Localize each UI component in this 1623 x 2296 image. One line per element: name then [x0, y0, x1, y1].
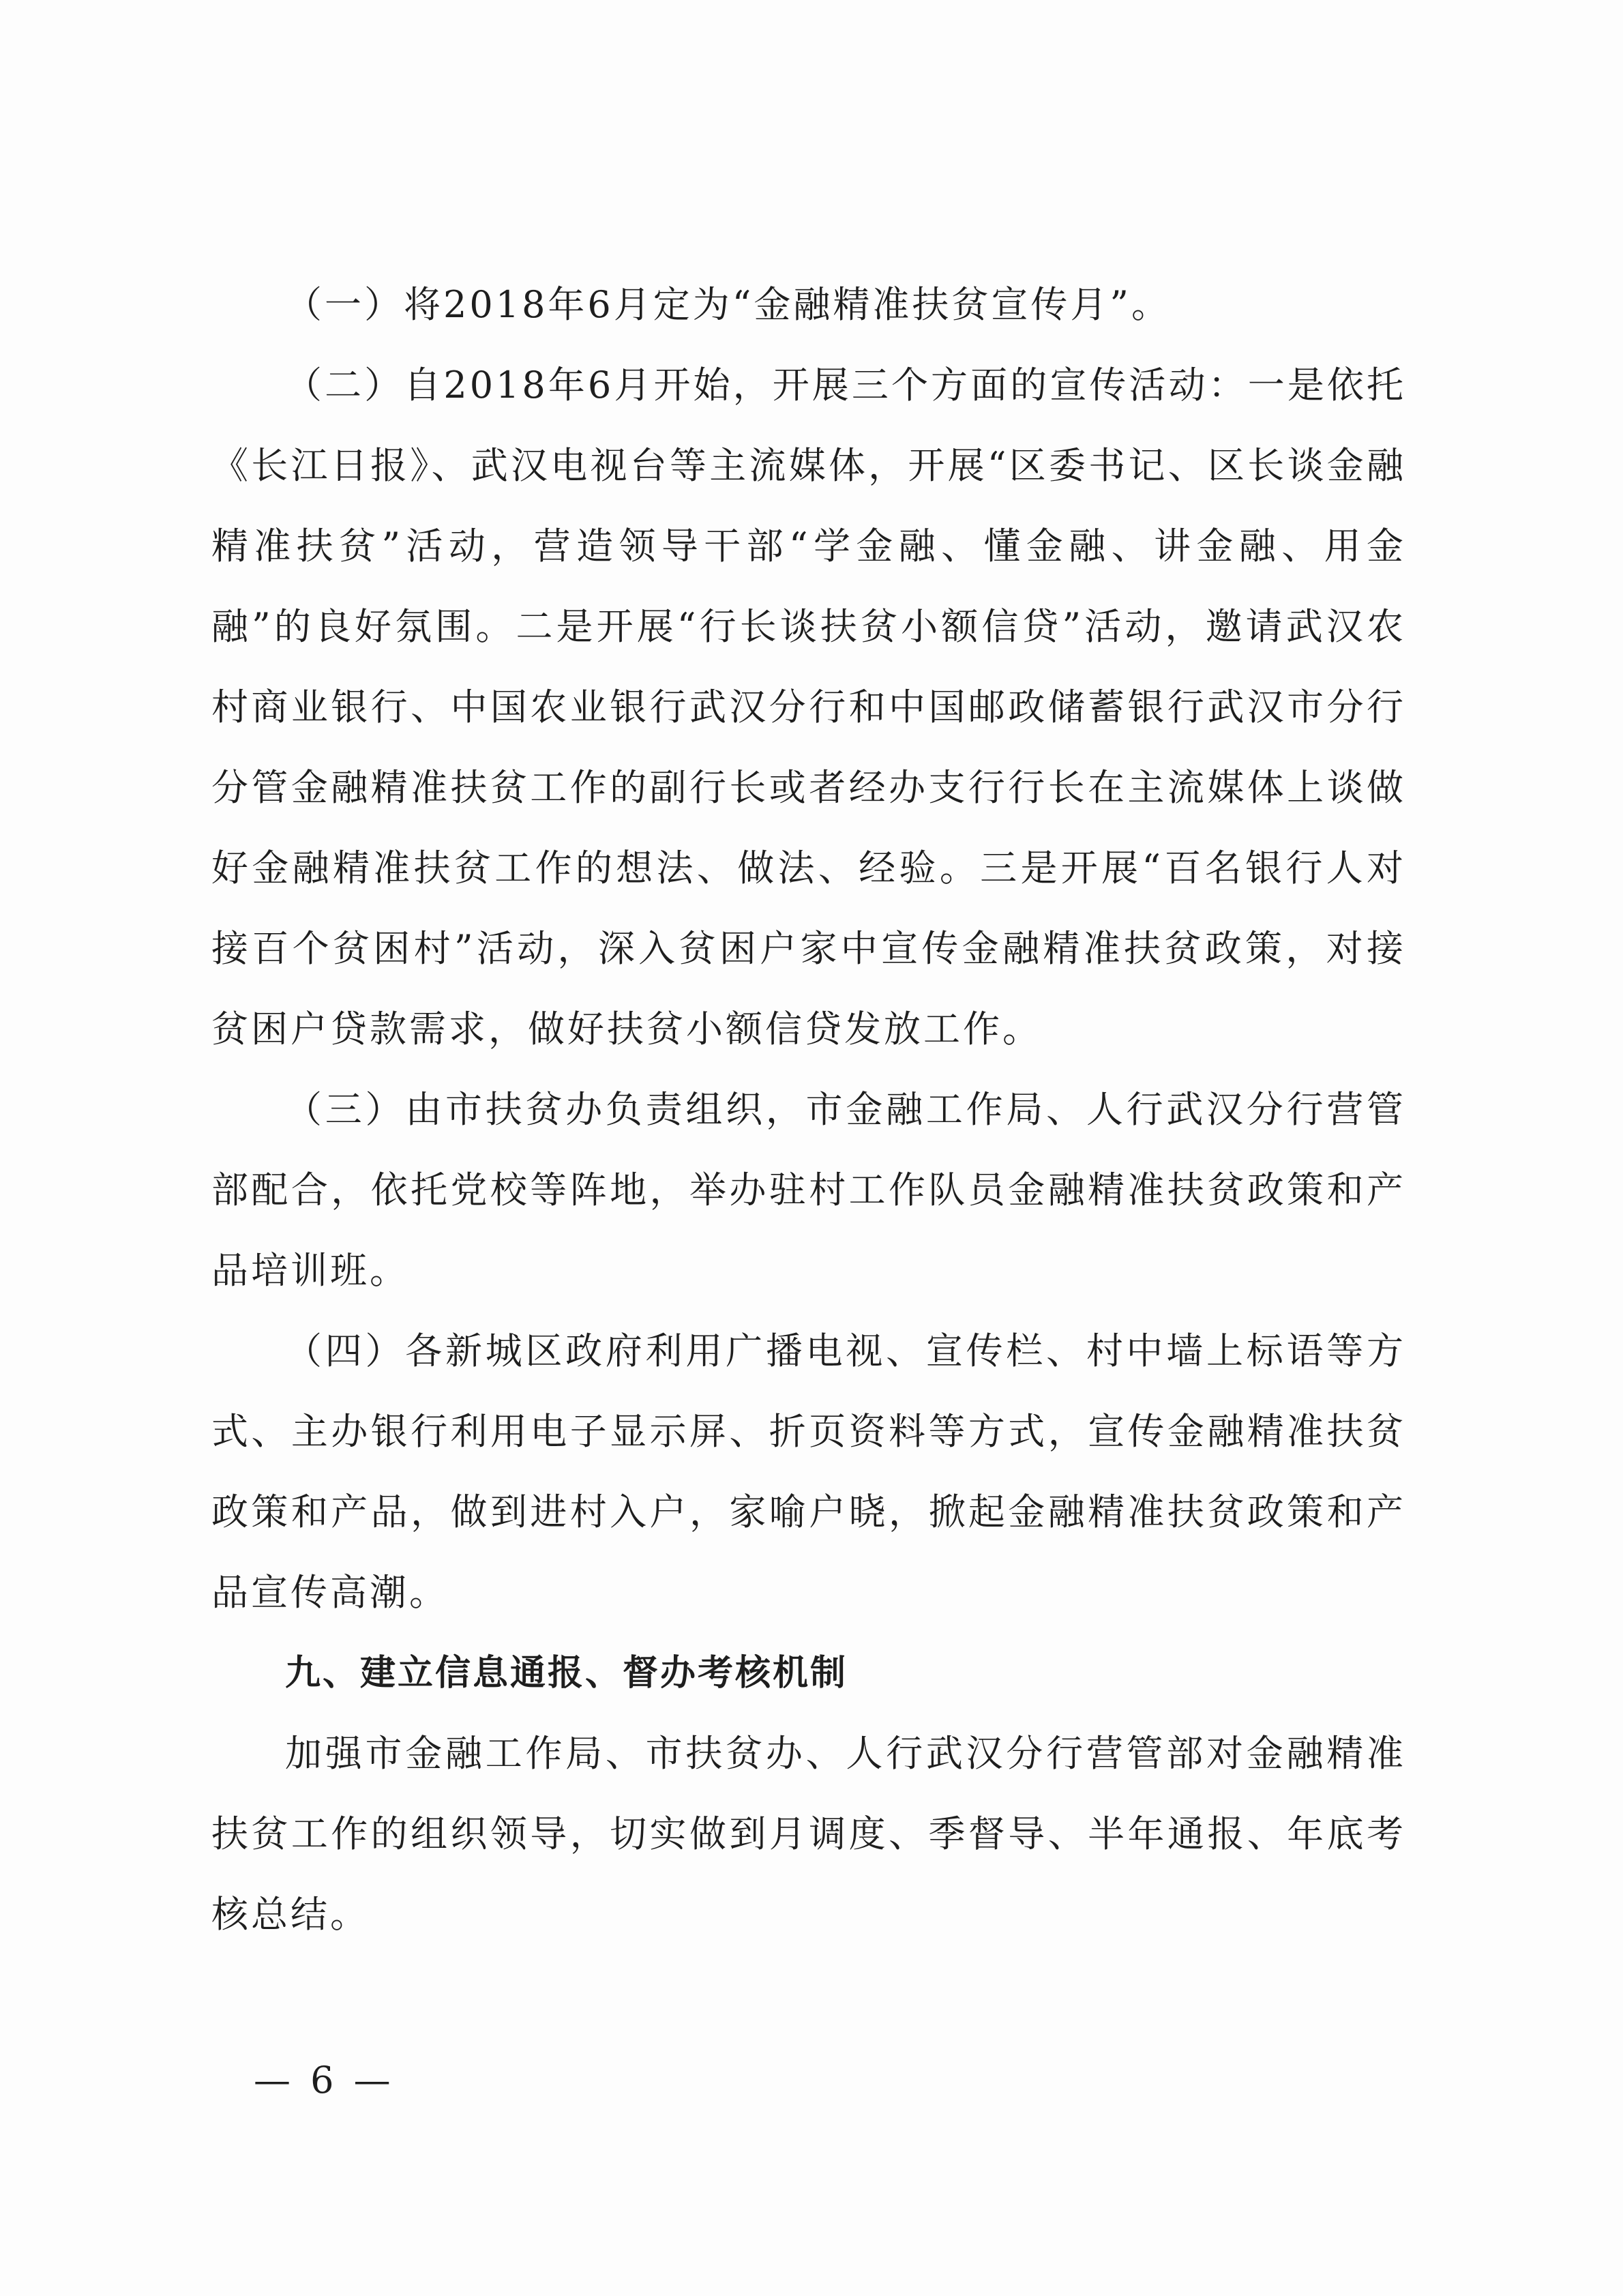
- document-body: [211, 265, 1406, 1955]
- paragraph-item-3: （三）由市扶贫办负责组织，市金融工作局、人行武汉分行营管部配合，依托党校等阵地，举办驻村工作队员金融精准扶贫政策和产品培训班。: [211, 1088, 1406, 1292]
- paragraph-item-1: （一）将2018年6月定为“金融精准扶贫宣传月”。: [285, 283, 1171, 326]
- section-heading: 九、建立信息通报、督办考核机制: [285, 1653, 848, 1694]
- section-paragraph: 加强市金融工作局、市扶贫办、人行武汉分行营管部对金融精准扶贫工作的组织领导，切实做到月调度、季督导、半年通报、年底考核总结。: [211, 1732, 1406, 1936]
- paragraph-item-4: （四）各新城区政府利用广播电视、宣传栏、村中墙上标语等方式、主办银行利用电子显示屏、折页资料等方式，宣传金融精准扶贫政策和产品，做到进村入户，家喻户晓，掀起金融精准扶贫政策和产品宣传高潮。: [211, 1329, 1406, 1614]
- paragraph-item-2: （二）自2018年6月开始，开展三个方面的宣传活动：一是依托《长江日报》、武汉电视台等主流媒体，开展“区委书记、区长谈金融精准扶贫”活动，营造领导干部“学金融、懂金融、讲金融、用金融”的良好氛围。二是开展“行长谈扶贫小额信贷”活动，邀请武汉农村商业银行、中国农业银行武汉分行和中国邮政储蓄银行武汉市分行分管金融精准扶贫工作的副行长或者经办支行行长在主流媒体上谈做好金融精准扶贫工作的想法、做法、经验。三是开展“百名银行人对接百个贫困村”活动，深入贫困户家中宣传金融精准扶贫政策，对接贫困户贷款需求，做好扶贫小额信贷发放工作。: [211, 364, 1406, 1050]
- page-number: — 6 —: [254, 2059, 395, 2102]
